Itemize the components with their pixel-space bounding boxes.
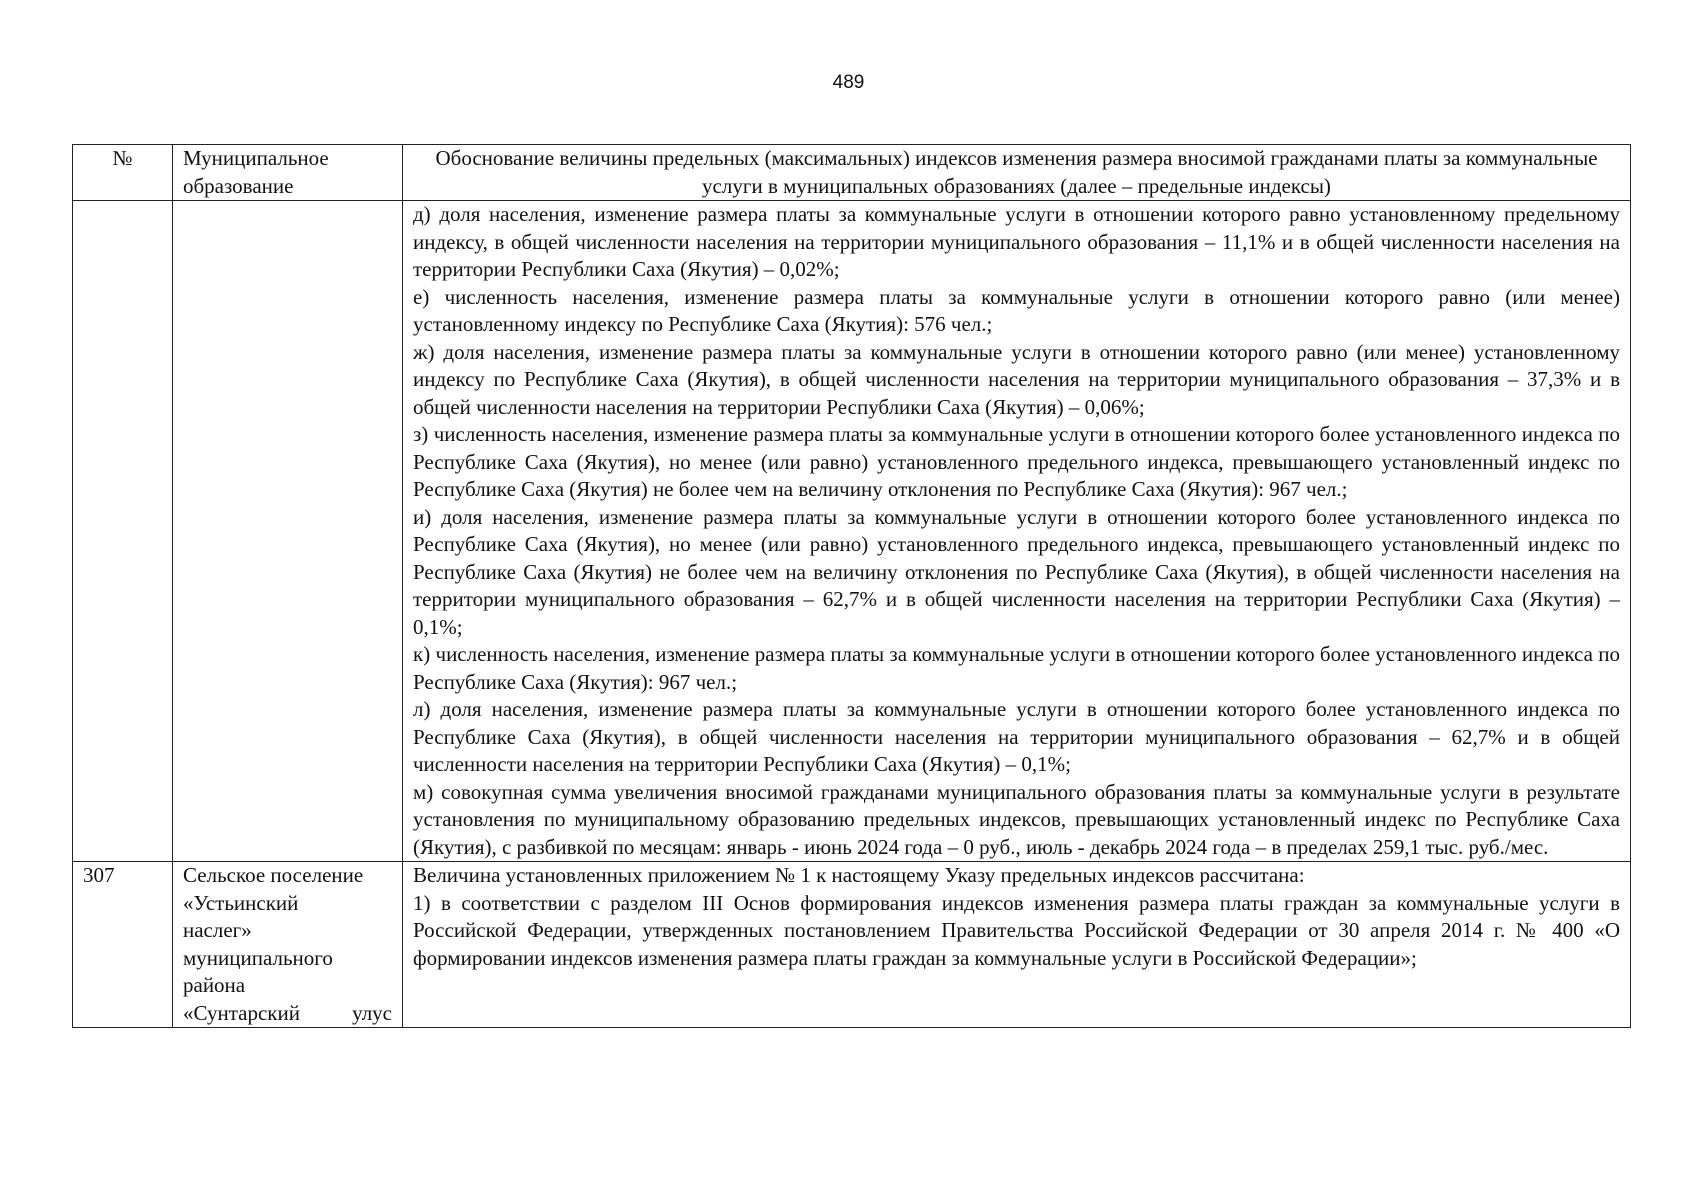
municipality-line: Сельское поселение	[183, 863, 364, 887]
table-header-row	[73, 145, 1631, 201]
cell-municipality-continued	[173, 201, 403, 862]
cell-num-307: 307	[73, 862, 173, 1028]
header-municipality: Муниципальное образование	[173, 145, 403, 201]
page-number: 489	[832, 72, 865, 93]
paragraph-intro: Величина установленных приложением № 1 к настоящему Указу предельных индексов рассчитана:	[413, 863, 1305, 887]
paragraph-l: л) доля населения, изменение размера платы за коммунальные услуги в отношении которого более установленного индекса по Республике Саха (Якутия), в общей численности населения на территории муниципального образования – 62,7% и в общей численности населения на территории Республики Саха (Якутия) – 0,1%;	[413, 697, 1620, 776]
cell-municipality-307	[173, 862, 403, 1028]
justification-table	[72, 144, 1631, 1028]
cell-justification-continued	[403, 201, 1631, 862]
municipality-line: «Устьинский	[183, 890, 299, 915]
header-justification: Обоснование величины предельных (максимальных) индексов изменения размера вносимой гражданами платы за коммунальные услуги в муниципальных образованиях (далее – предельные индексы)	[403, 145, 1631, 201]
paragraph-zh: ж) доля населения, изменение размера платы за коммунальные услуги в отношении которого равно (или менее) установленному индексу по Республике Саха (Якутия), в общей численности населения на территории муниципального образования – 37,3% и в общей численности населения на территории Республики Саха (Якутия) – 0,06%;	[413, 339, 1620, 419]
paragraph-d: д) доля населения, изменение размера платы за коммунальные услуги в отношении которого равно установленному предельному индексу, в общей численности населения на территории муниципального образования – 11,1% и в общей численности населения на территории Республики Саха (Якутия) – 0,02%;	[413, 202, 1620, 281]
paragraph-1: 1) в соответствии с разделом III Основ формирования индексов изменения размера платы граждан за коммунальные услуги в Российской Федерации, утвержденных постановлением Правительства Российской Федерации от 30 апреля 2014 г. № 400 «О формировании индексов изменения размера платы граждан за коммунальные услуги в Российской Федерации»;	[413, 890, 1620, 970]
municipality-line: «Сунтарский улус	[183, 1000, 392, 1025]
paragraph-e: е) численность населения, изменение размера платы за коммунальные услуги в отношении которого равно (или менее) установленному индексу по Республике Саха (Якутия): 576 чел.;	[413, 284, 1620, 336]
paragraph-z: з) численность населения, изменение размера платы за коммунальные услуги в отношении которого более установленного индекса по Республике Саха (Якутия), но менее (или равно) установленного предельного индекса, превышающего установленный индекс по Республике Саха (Якутия) не более чем на величину отклонения по Республике Саха (Якутия): 967 чел.;	[413, 422, 1620, 501]
cell-justification-307	[403, 862, 1631, 1028]
municipality-line: муниципального	[183, 945, 333, 970]
paragraph-m: м) совокупная сумма увеличения вносимой гражданами муниципального образования платы за коммунальные услуги в результате установления по муниципальному образованию предельных индексов, превышающих установленный индекс по Республике Саха (Якутия), с разбивкой по месяцам: январь - июнь 2024 года – 0 руб., июль - декабрь 2024 года – в пределах 259,1 тыс. руб./мес.	[413, 779, 1620, 859]
cell-num-continued	[73, 201, 173, 862]
header-num: №	[73, 145, 173, 201]
municipality-line: наслег»	[183, 918, 252, 942]
table-row-continued	[73, 201, 1631, 862]
paragraph-k: к) численность населения, изменение размера платы за коммунальные услуги в отношении которого более установленного индекса по Республике Саха (Якутия): 967 чел.;	[413, 642, 1620, 694]
table-row-307	[73, 862, 1631, 1028]
paragraph-i: и) доля населения, изменение размера платы за коммунальные услуги в отношении которого более установленного индекса по Республике Саха (Якутия), но менее (или равно) установленного предельного индекса, превышающего установленный индекс по Республике Саха (Якутия) не более чем на величину отклонения по Республике Саха (Якутия), в общей численности населения на территории муниципального образования – 62,7% и в общей численности населения на территории Республики Саха (Якутия) – 0,1%;	[413, 504, 1620, 639]
municipality-line: района	[183, 973, 246, 997]
